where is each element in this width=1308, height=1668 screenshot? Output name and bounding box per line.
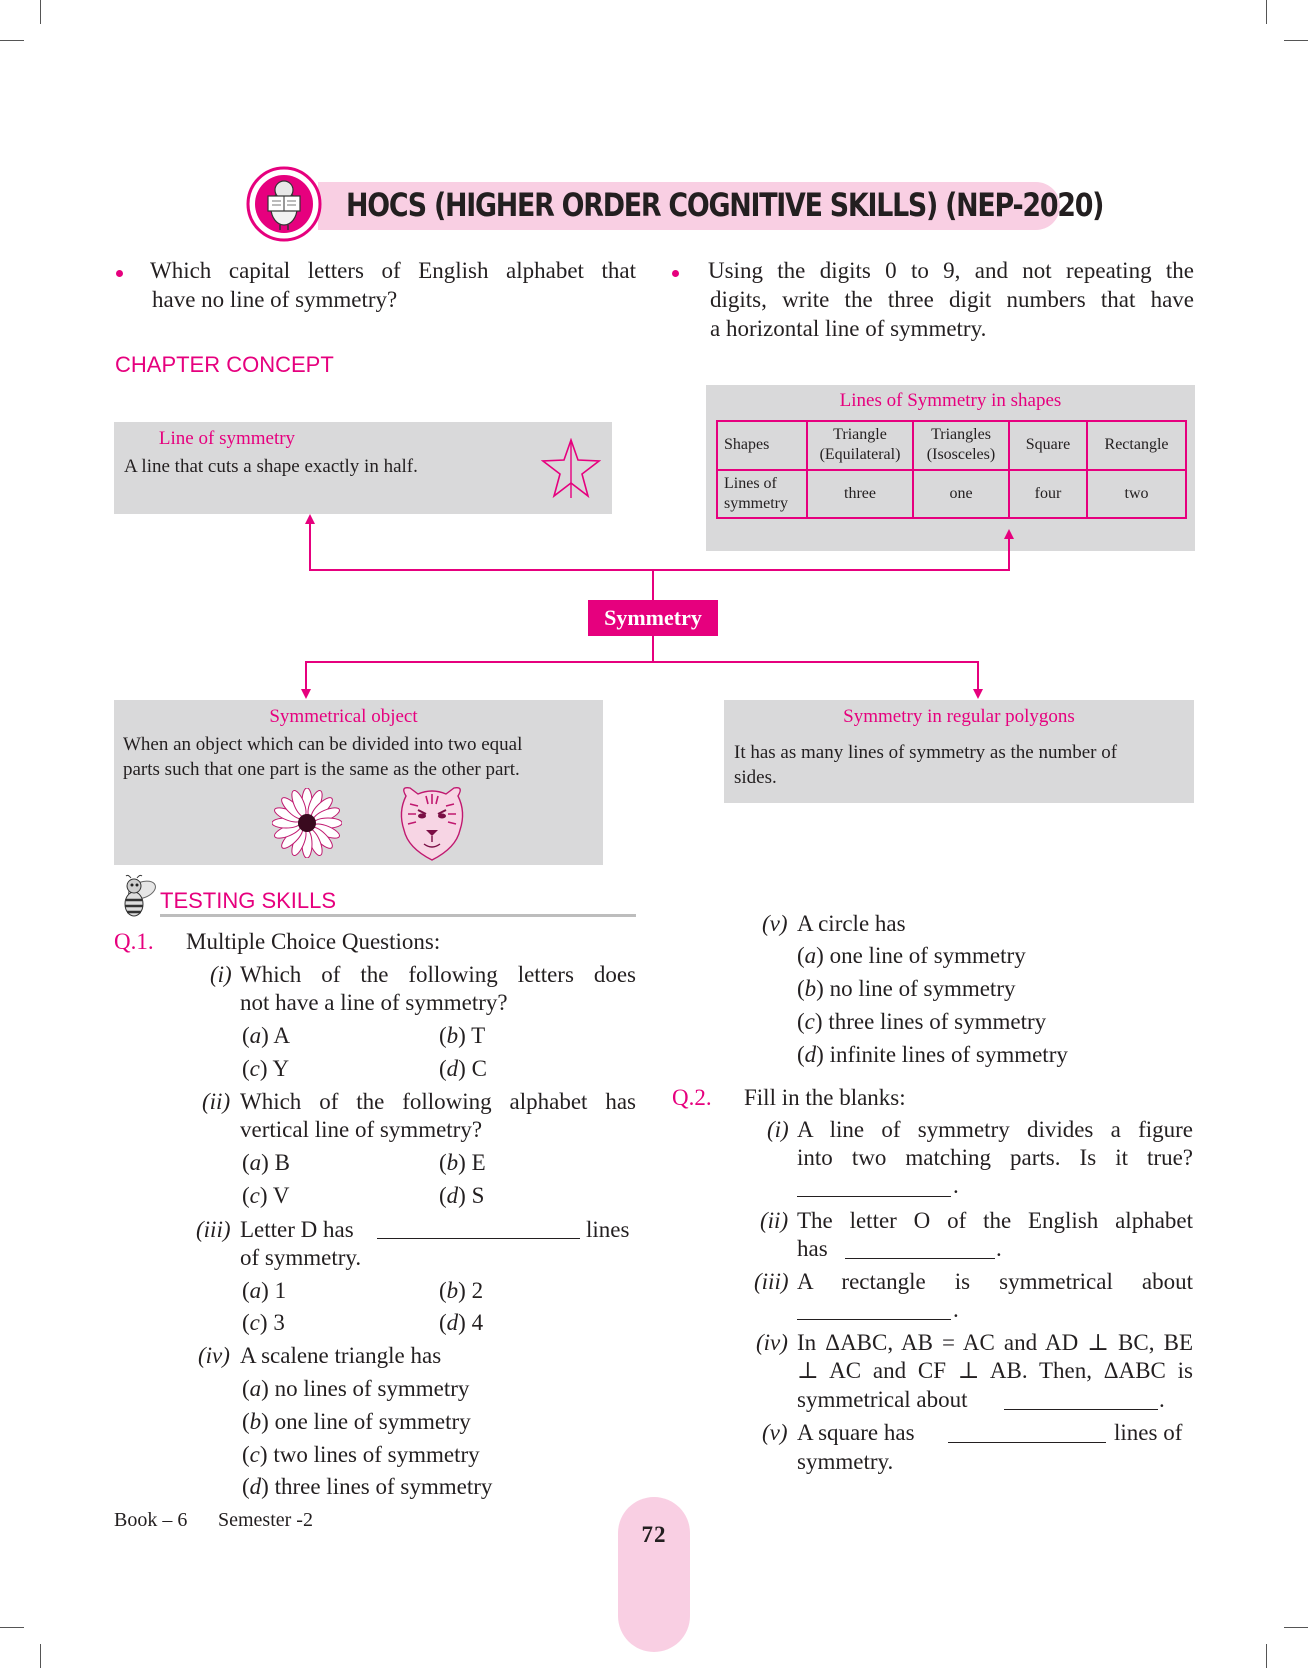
connector-line <box>305 661 979 663</box>
q2-i-text: into two matching parts. Is it true? <box>797 1145 1193 1170</box>
crop-mark <box>40 0 41 24</box>
connector-line <box>652 569 654 602</box>
answer-blank <box>1004 1409 1158 1410</box>
q2-iv-text: symmetrical about <box>797 1387 968 1412</box>
q2-v-text: symmetry. <box>797 1449 894 1474</box>
crop-mark <box>1284 1627 1308 1628</box>
table-header: Triangle (Equilateral) <box>807 421 913 470</box>
blank-period: . <box>996 1236 1002 1261</box>
q1-iii-text: Letter D has <box>240 1217 354 1242</box>
table-header: Rectangle <box>1087 421 1186 470</box>
connector-line <box>1008 539 1010 571</box>
option: (a) A <box>242 1023 290 1048</box>
option: (b) one line of symmetry <box>242 1409 471 1434</box>
q1-ii-text: Which of the following alphabet has <box>240 1089 636 1114</box>
regular-polygons-text: It has as many lines of symmetry as the number of sides. <box>734 742 1118 788</box>
connector-line <box>309 524 311 571</box>
table-cell: three <box>807 470 913 519</box>
hocs-question-2: Using the digits 0 to 9, and not repeating the digits, write the three digit numbers that have a horizontal line of symmetry. <box>708 258 1194 341</box>
table-header: Shapes <box>717 421 807 470</box>
blank-period: . <box>953 1173 959 1198</box>
shapes-table <box>716 420 1187 519</box>
bullet <box>116 270 123 277</box>
option: (d) infinite lines of symmetry <box>797 1042 1068 1067</box>
symmetry-center-label: Symmetry <box>588 600 718 636</box>
symmetrical-object-text: When an object which can be divided into two equal parts such that one part is the same as the other part. <box>123 734 523 780</box>
option: (a) one line of symmetry <box>797 943 1026 968</box>
table-cell: four <box>1009 470 1087 519</box>
connector-line <box>977 661 979 690</box>
symmetrical-object-box <box>114 700 603 865</box>
page-number: 72 <box>641 1522 667 1547</box>
q2-iv-number: (iv) <box>756 1330 788 1355</box>
testing-skills-heading: TESTING SKILLS <box>160 888 337 913</box>
q1-i-number: (i) <box>210 962 232 987</box>
option: (c) 3 <box>242 1310 285 1335</box>
table-cell: two <box>1087 470 1186 519</box>
tiger-face-icon <box>396 784 468 862</box>
chapter-concept-heading: CHAPTER CONCEPT <box>115 352 334 377</box>
option: (c) two lines of symmetry <box>242 1442 480 1467</box>
q1-number: Q.1. <box>114 929 154 954</box>
answer-blank <box>845 1258 995 1259</box>
q1-iv-text: A scalene triangle has <box>240 1343 442 1368</box>
q2-iv-text: ⊥ AC and CF ⊥ AB. Then, ΔABC is <box>797 1358 1193 1383</box>
q1-iii-number: (iii) <box>196 1217 231 1242</box>
crop-mark <box>1266 0 1267 24</box>
option: (a) B <box>242 1150 290 1175</box>
q2-iii-text: A rectangle is symmetrical about <box>797 1269 1193 1294</box>
option: (b) no line of symmetry <box>797 976 1016 1001</box>
answer-blank <box>797 1319 951 1320</box>
crop-mark <box>0 40 24 41</box>
answer-blank <box>377 1238 580 1239</box>
regular-polygons-box <box>724 700 1194 803</box>
footer-semester: Semester -2 <box>218 1509 313 1531</box>
answer-blank <box>797 1196 951 1197</box>
q2-v-text: lines of <box>1114 1420 1183 1445</box>
q1-iii-text: lines <box>586 1217 630 1242</box>
q2-i-number: (i) <box>767 1117 789 1142</box>
q2-ii-text: The letter O of the English alphabet <box>797 1208 1193 1233</box>
q1-i-text: Which of the following letters does <box>240 962 636 987</box>
star-icon <box>541 438 601 500</box>
connector-line <box>309 569 1010 571</box>
q1-iii-text: of symmetry. <box>240 1245 362 1270</box>
option: (d) 4 <box>439 1310 484 1335</box>
table-header: Square <box>1009 421 1087 470</box>
line-of-symmetry-box <box>114 422 612 514</box>
arrow-up <box>305 514 315 524</box>
bee-icon <box>112 874 162 918</box>
q1-v-number: (v) <box>762 911 788 936</box>
regular-polygons-title: Symmetry in regular polygons <box>843 706 1075 727</box>
q2-heading: Fill in the blanks: <box>744 1085 906 1110</box>
q2-v-text: A square has <box>797 1420 915 1445</box>
option: (c) V <box>242 1183 290 1208</box>
crop-mark <box>1266 1644 1267 1668</box>
connector-line <box>305 661 307 690</box>
hocs-question-1: Which capital letters of English alphabet that have no line of symmetry? <box>150 258 636 312</box>
crop-mark <box>40 1644 41 1668</box>
arrow-up <box>1004 529 1014 539</box>
option: (b) E <box>439 1150 486 1175</box>
flower-icon <box>272 788 342 858</box>
q2-iv-text: In ΔABC, AB = AC and AD ⊥ BC, BE <box>797 1330 1193 1355</box>
symmetrical-object-title: Symmetrical object <box>269 706 418 727</box>
divider <box>160 914 636 917</box>
q1-iv-number: (iv) <box>198 1343 230 1368</box>
line-of-symmetry-text: A line that cuts a shape exactly in half. <box>124 456 418 477</box>
option: (c) three lines of symmetry <box>797 1009 1047 1034</box>
table-header: Triangles (Isosceles) <box>913 421 1009 470</box>
arrow-down <box>973 689 983 699</box>
arrow-down <box>301 689 311 699</box>
bullet <box>672 270 679 277</box>
crop-mark <box>1284 40 1308 41</box>
option: (d) three lines of symmetry <box>242 1474 493 1499</box>
answer-blank <box>948 1442 1106 1443</box>
q2-v-number: (v) <box>762 1420 788 1445</box>
blank-period: . <box>953 1297 959 1322</box>
option: (d) S <box>439 1183 485 1208</box>
option: (a) 1 <box>242 1278 287 1303</box>
line-of-symmetry-title: Line of symmetry <box>158 428 296 449</box>
table-cell: one <box>913 470 1009 519</box>
reading-bee-icon <box>246 166 322 242</box>
q2-ii-text: has <box>797 1236 828 1261</box>
option: (c) Y <box>242 1056 290 1081</box>
blank-period: . <box>1159 1387 1165 1412</box>
page-tab <box>618 1497 690 1652</box>
q2-ii-number: (ii) <box>760 1208 789 1233</box>
q2-number: Q.2. <box>672 1085 712 1110</box>
crop-mark <box>0 1627 24 1628</box>
option: (d) C <box>439 1056 487 1081</box>
connector-line <box>652 636 654 663</box>
shapes-table-title: Lines of Symmetry in shapes <box>839 390 1062 411</box>
footer-book: Book – 6 <box>114 1509 188 1531</box>
q1-ii-number: (ii) <box>202 1089 231 1114</box>
hocs-title: HOCS (HIGHER ORDER COGNITIVE SKILLS) (NEP-2020) <box>346 186 1104 224</box>
q1-i-text: not have a line of symmetry? <box>240 990 508 1015</box>
q1-ii-text: vertical line of symmetry? <box>240 1117 483 1142</box>
option: (b) T <box>439 1023 486 1048</box>
q1-v-text: A circle has <box>797 911 906 936</box>
q2-i-text: A line of symmetry divides a figure <box>797 1117 1193 1142</box>
table-row-label: Lines of symmetry <box>717 470 807 519</box>
option: (a) no lines of symmetry <box>242 1376 470 1401</box>
q2-iii-number: (iii) <box>754 1269 789 1294</box>
q1-heading: Multiple Choice Questions: <box>186 929 441 954</box>
option: (b) 2 <box>439 1278 484 1303</box>
